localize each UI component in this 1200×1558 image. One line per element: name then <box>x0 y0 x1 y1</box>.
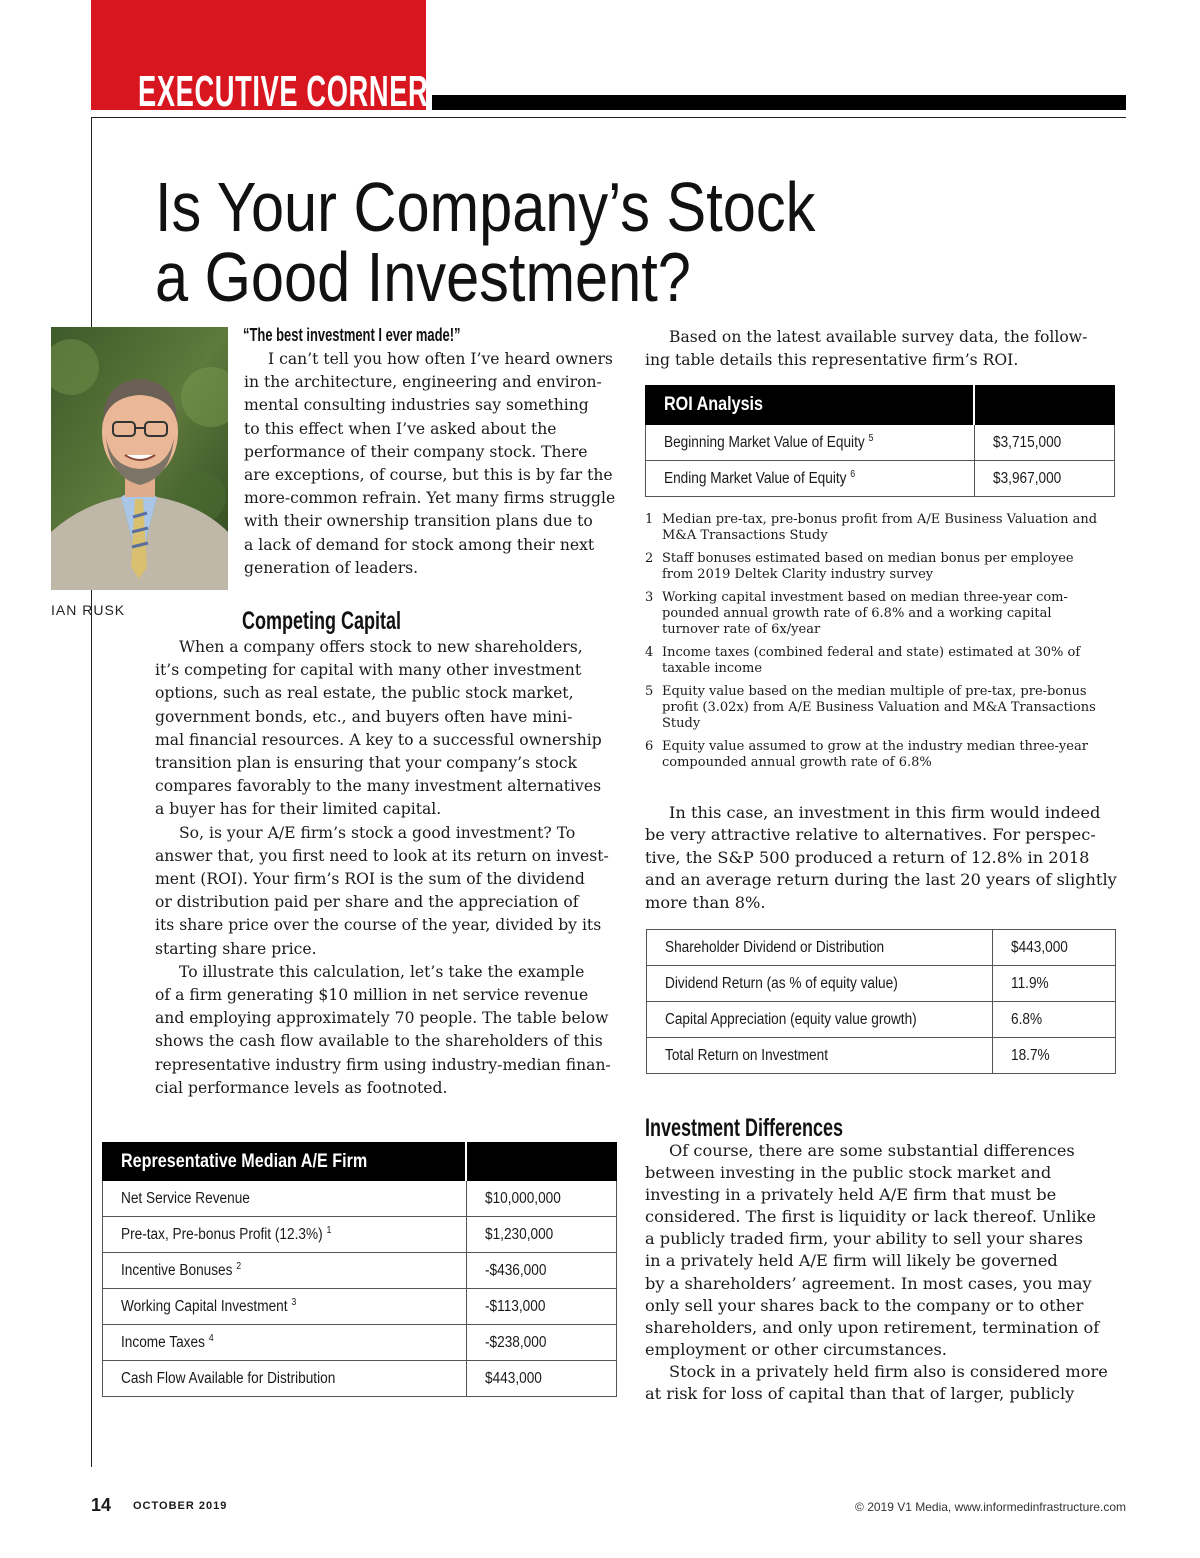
text-line: with their ownership transition plans due to <box>244 512 593 531</box>
roi-intro <box>645 326 1105 372</box>
text-line: ment (ROI). Your firm’s ROI is the sum of the dividend <box>155 870 585 889</box>
text-line: Based on the latest available survey data, the follow- <box>669 328 1088 346</box>
row-value: -$113,000 <box>466 1289 617 1325</box>
headline-line-1: Is Your Company’s Stock <box>155 168 816 246</box>
text-line: transition plan is ensuring that your company’s stock <box>155 754 577 773</box>
author-photo <box>51 327 228 590</box>
footnote: 1 Median pre-tax, pre-bonus profit from A/E Business Valuation and M&A Transactions Study <box>645 512 1098 543</box>
text-line: answer that, you first need to look at its return on invest- <box>155 846 609 865</box>
text-line: of a firm generating $10 million in net service revenue <box>155 986 589 1005</box>
text-line: options, such as real estate, the public stock market, <box>155 684 574 703</box>
case-paragraph <box>645 802 1117 914</box>
footnotes <box>645 512 1115 778</box>
text-line: compares favorably to the many investment alternatives <box>155 777 602 796</box>
row-label: Total Return on Investment <box>647 1038 993 1074</box>
table-header-blank <box>974 386 1115 425</box>
table-row <box>103 1253 617 1289</box>
text-line: more than 8%. <box>645 892 766 912</box>
row-value: $1,230,000 <box>466 1217 617 1253</box>
row-label: Ending Market Value of Equity $^6$ <box>646 461 975 497</box>
row-value: 11.9% <box>993 966 1116 1002</box>
row-value: $10,000,000 <box>466 1181 617 1217</box>
row-value: $3,715,000 <box>974 425 1115 461</box>
row-label: Cash Flow Available for Distribution <box>103 1361 467 1397</box>
table-row <box>647 930 1116 966</box>
text-line: only sell your shares back to the company or to other <box>645 1295 1084 1315</box>
text-line: representative industry firm using industry-median finan- <box>155 1055 611 1074</box>
table-row <box>646 461 1115 497</box>
table-row <box>103 1325 617 1361</box>
text-line: So, is your A/E firm’s stock a good investment? To <box>179 823 576 842</box>
subheading-competing-capital: Competing Capital <box>242 607 402 635</box>
text-line: more-common refrain. Yet many firms struggle <box>244 489 616 508</box>
table-header-blank <box>466 1143 617 1181</box>
row-label: Working Capital Investment $^3$ <box>103 1289 467 1325</box>
headline-line-2: a Good Investment? <box>155 238 691 316</box>
table-row <box>103 1181 617 1217</box>
text-line: are exceptions, of course, but this is by far the <box>244 466 613 485</box>
section-title: EXECUTIVE CORNER <box>138 67 429 116</box>
row-label: Beginning Market Value of Equity $^5$ <box>646 425 975 461</box>
text-line: or distribution paid per share and the appreciation of <box>155 893 579 912</box>
row-label: Shareholder Dividend or Distribution <box>647 930 993 966</box>
table-title: Representative Median A/E Firm <box>103 1143 467 1181</box>
article-headline <box>155 168 835 316</box>
row-value: $3,967,000 <box>974 461 1115 497</box>
text-line: generation of leaders. <box>244 558 419 577</box>
text-line: shows the cash flow available to the shareholders of this <box>155 1032 603 1051</box>
text-line: in a privately held A/E firm will likely be governed <box>645 1251 1058 1271</box>
divider-top <box>91 117 1126 118</box>
text-line: between investing in the public stock market and <box>645 1163 1052 1183</box>
text-line: ing table details this representative firm’s ROI. <box>645 351 1019 370</box>
row-value: $443,000 <box>466 1361 617 1397</box>
text-line: a buyer has for their limited capital. <box>155 800 442 819</box>
text-line: a publicly traded firm, your ability to sell your shares <box>645 1229 1083 1249</box>
row-label: Net Service Revenue <box>103 1181 467 1217</box>
text-line: a lack of demand for stock among their next <box>244 535 595 554</box>
text-line: starting share price. <box>155 939 317 958</box>
table-row <box>103 1361 617 1397</box>
median-firm-table <box>102 1142 617 1397</box>
text-line: and employing approximately 70 people. The table below <box>155 1009 609 1028</box>
text-line: it’s competing for capital with many other investment <box>155 661 582 680</box>
text-line: by a shareholders’ agreement. In most cases, you may <box>645 1273 1092 1293</box>
footnote: 4 Income taxes (combined federal and state) estimated at 30% of taxable income <box>645 645 1081 676</box>
table-title: ROI Analysis <box>646 386 975 425</box>
text-line: shareholders, and only upon retirement, termination of <box>645 1317 1100 1337</box>
row-value: $443,000 <box>993 930 1116 966</box>
header-rule <box>432 95 1126 110</box>
row-label: Dividend Return (as % of equity value) <box>647 966 993 1002</box>
pull-quote: “The best investment I ever made!” <box>243 325 461 345</box>
text-line: at risk for loss of capital than that of larger, publicly <box>645 1384 1075 1404</box>
row-label: Income Taxes $^4$ <box>103 1325 467 1361</box>
text-line: cial performance levels as footnoted. <box>155 1078 448 1097</box>
text-line: to this effect when I’ve asked about the <box>244 419 557 438</box>
text-line: considered. The first is liquidity or lack thereof. Unlike <box>645 1207 1096 1227</box>
text-line: To illustrate this calculation, let’s take the example <box>179 962 585 981</box>
text-line: When a company offers stock to new shareholders, <box>179 638 583 656</box>
text-line: In this case, an investment in this firm would indeed <box>669 803 1101 822</box>
footnote: 5 Equity value based on the median multiple of pre-tax, pre-bonus profit (3.02x) from A/E Business Valuation and M&A Transactions Study <box>645 684 1096 731</box>
issue-date: OCTOBER 2019 <box>133 1500 228 1512</box>
row-label: Capital Appreciation (equity value growth) <box>647 1002 993 1038</box>
text-line: Stock in a privately held firm also is considered more <box>669 1361 1108 1381</box>
row-value: 6.8% <box>993 1002 1116 1038</box>
table-row <box>103 1289 617 1325</box>
row-label: Incentive Bonuses $^2$ <box>103 1253 467 1289</box>
roi-analysis-table <box>645 385 1115 497</box>
table-row <box>103 1217 617 1253</box>
text-line: performance of their company stock. There <box>244 442 588 461</box>
text-line: tive, the S&P 500 produced a return of 12.8% in 2018 <box>645 847 1090 867</box>
return-table <box>646 929 1116 1074</box>
text-line: its share price over the course of the year, divided by its <box>155 916 602 935</box>
text-line: mental consulting industries say something <box>244 396 589 415</box>
intro-paragraph <box>244 348 616 580</box>
text-line: I can’t tell you how often I’ve heard owners <box>268 350 613 368</box>
table-row <box>647 966 1116 1002</box>
author-name: IAN RUSK <box>51 602 126 618</box>
row-label: Pre-tax, Pre-bonus Profit (12.3%) $^1$ <box>103 1217 467 1253</box>
footnote: 6 Equity value assumed to grow at the industry median three-year compounded annual growth rate of 6.8% <box>645 739 1088 770</box>
table-row <box>647 1038 1116 1074</box>
table-row <box>647 1002 1116 1038</box>
table-header-row <box>103 1143 617 1181</box>
subheading-investment-differences: Investment Differences <box>645 1114 844 1142</box>
row-value: 18.7% <box>993 1038 1116 1074</box>
row-value: -$238,000 <box>466 1325 617 1361</box>
text-line: Of course, there are some substantial differences <box>669 1141 1075 1160</box>
table-header-row <box>646 386 1115 425</box>
copyright: © 2019 V1 Media, www.informedinfrastructure.com <box>855 1500 1126 1514</box>
text-line: be very attractive relative to alternatives. For perspec- <box>645 825 1096 845</box>
divider-left <box>91 117 92 1467</box>
footnote: 3 Working capital investment based on median three-year com- pounded annual growth rate of 6.8% and a working capital turnover rate of 6x/year <box>645 590 1068 637</box>
text-line: investing in a privately held A/E firm that must be <box>645 1185 1057 1205</box>
footnote: 2 Staff bonuses estimated based on median bonus per employee from 2019 Deltek Clarity industry survey <box>645 551 1074 582</box>
text-line: government bonds, etc., and buyers often have mini- <box>155 707 573 726</box>
differences-body <box>645 1140 1108 1405</box>
page-number: 14 <box>91 1495 112 1515</box>
text-line: employment or other circumstances. <box>645 1339 947 1359</box>
row-value: -$436,000 <box>466 1253 617 1289</box>
text-line: mal financial resources. A key to a successful ownership <box>155 730 602 749</box>
competing-body <box>155 636 617 1100</box>
text-line: and an average return during the last 20 years of slightly <box>645 870 1117 890</box>
table-row <box>646 425 1115 461</box>
text-line: in the architecture, engineering and environ- <box>244 373 602 392</box>
